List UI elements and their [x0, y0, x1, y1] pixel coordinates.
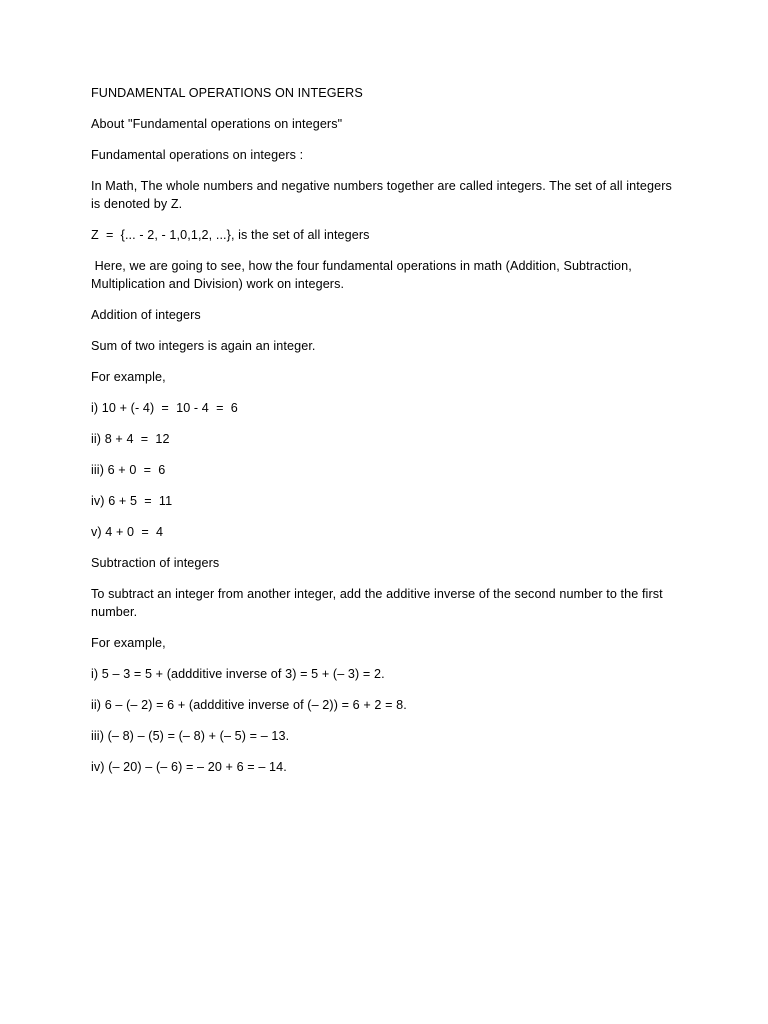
about-line: About "Fundamental operations on integers" — [91, 117, 343, 131]
subtraction-example: iii) (– 8) – (5) = (– 8) + (– 5) = – 13. — [91, 729, 290, 743]
operations-intro-paragraph: Here, we are going to see, how the four fundamental operations in math (Addition, Subtraction, Multiplication and Division) work on integers. — [91, 259, 636, 291]
document-page — [91, 84, 681, 789]
document-title: FUNDAMENTAL OPERATIONS ON INTEGERS — [91, 86, 363, 100]
addition-example: ii) 8 + 4 = 12 — [91, 432, 170, 446]
addition-example: v) 4 + 0 = 4 — [91, 525, 164, 539]
addition-example: iii) 6 + 0 = 6 — [91, 463, 166, 477]
addition-heading: Addition of integers — [91, 308, 201, 322]
subtraction-example: ii) 6 – (– 2) = 6 + (addditive inverse of (– 2)) = 6 + 2 = 8. — [91, 698, 407, 712]
subtraction-heading: Subtraction of integers — [91, 556, 220, 570]
subtraction-example: i) 5 – 3 = 5 + (addditive inverse of 3) = 5 + (– 3) = 2. — [91, 667, 385, 681]
intro-paragraph: In Math, The whole numbers and negative numbers together are called integers. The set of all integers is denoted by Z. — [91, 179, 676, 211]
section-heading: Fundamental operations on integers : — [91, 148, 304, 162]
addition-rule: Sum of two integers is again an integer. — [91, 339, 316, 353]
subtraction-example: iv) (– 20) – (– 6) = – 20 + 6 = – 14. — [91, 760, 287, 774]
addition-example-label: For example, — [91, 370, 166, 384]
addition-example: i) 10 + (- 4) = 10 - 4 = 6 — [91, 401, 238, 415]
addition-example: iv) 6 + 5 = 11 — [91, 494, 173, 508]
set-definition: Z = {... - 2, - 1,0,1,2, ...}, is the set of all integers — [91, 228, 370, 242]
subtraction-example-label: For example, — [91, 636, 166, 650]
subtraction-rule: To subtract an integer from another integer, add the additive inverse of the second number to the first number. — [91, 587, 667, 619]
